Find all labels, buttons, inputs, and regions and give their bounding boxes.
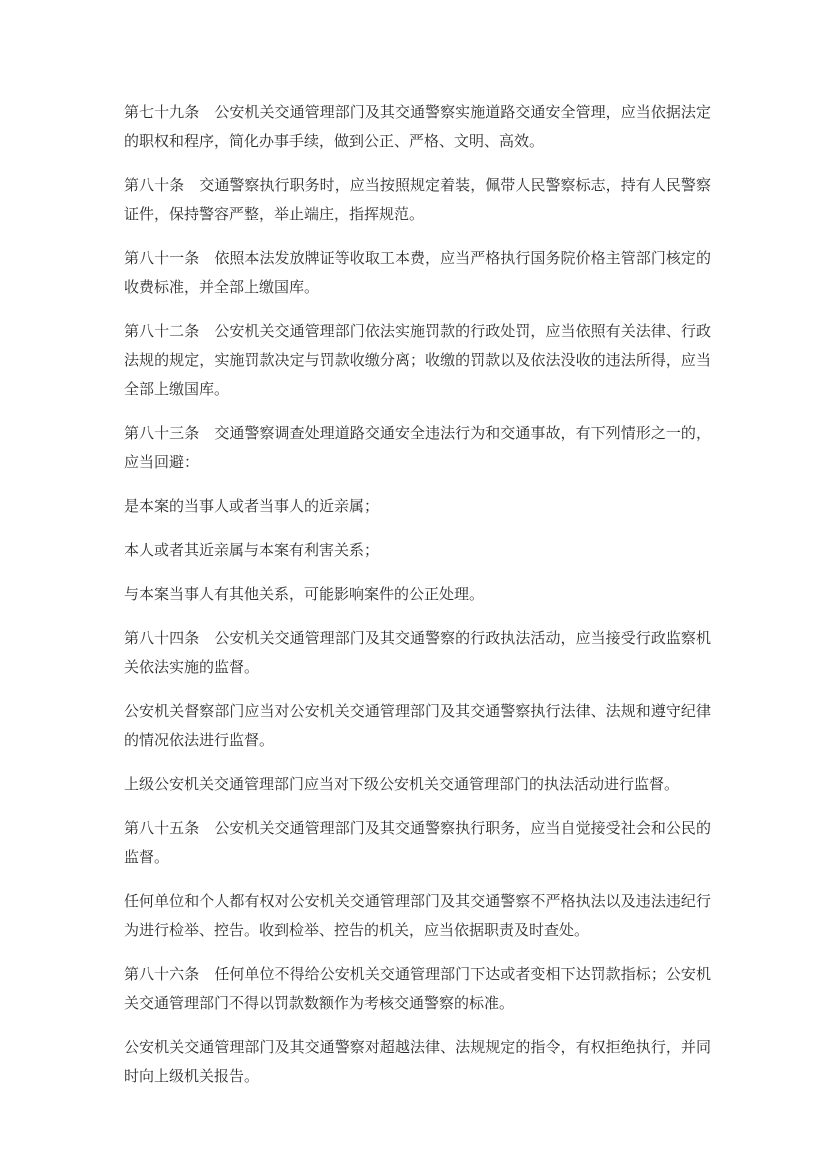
paragraph: 任何单位和个人都有权对公安机关交通管理部门及其交通警察不严格执法以及违法违纪行为进行检举、控告。收到检举、控告的机关，应当依据职责及时查处。	[124, 894, 711, 939]
paragraph: 第七十九条 公安机关交通管理部门及其交通警察实施道路交通安全管理，应当依据法定的职权和程序，简化办事手续，做到公正、严格、文明、高效。	[124, 105, 711, 150]
paragraph: 第八十二条 公安机关交通管理部门依法实施罚款的行政处罚，应当依照有关法律、行政法规的规定，实施罚款决定与罚款收缴分离；收缴的罚款以及依法没收的违法所得，应当全部上缴国库。	[124, 324, 711, 398]
paragraph: 公安机关督察部门应当对公安机关交通管理部门及其交通警察执行法律、法规和遵守纪律的情况依法进行监督。	[124, 704, 711, 749]
paragraph: 第八十六条 任何单位不得给公安机关交通管理部门下达或者变相下达罚款指标；公安机关交通管理部门不得以罚款数额作为考核交通警察的标准。	[124, 967, 711, 1012]
paragraph: 是本案的当事人或者当事人的近亲属；	[124, 499, 380, 515]
paragraph: 第八十一条 依照本法发放牌证等收取工本费，应当严格执行国务院价格主管部门核定的收费标准，并全部上缴国库。	[124, 251, 711, 296]
paragraph: 与本案当事人有其他关系，可能影响案件的公正处理。	[124, 587, 485, 603]
document-content	[124, 99, 711, 1107]
paragraph: 第八十五条 公安机关交通管理部门及其交通警察执行职务，应当自觉接受社会和公民的监督。	[124, 821, 711, 866]
paragraph: 本人或者其近亲属与本案有利害关系；	[124, 543, 380, 559]
paragraph: 公安机关交通管理部门及其交通警察对超越法律、法规规定的指令，有权拒绝执行，并同时向上级机关报告。	[124, 1040, 711, 1085]
paragraph: 第八十条 交通警察执行职务时，应当按照规定着装，佩带人民警察标志，持有人民警察证件，保持警容严整，举止端庄，指挥规范。	[124, 178, 711, 223]
paragraph: 第八十四条 公安机关交通管理部门及其交通警察的行政执法活动，应当接受行政监察机关依法实施的监督。	[124, 631, 711, 676]
paragraph: 第八十三条 交通警察调查处理道路交通安全违法行为和交通事故，有下列情形之一的，应当回避：	[124, 426, 711, 471]
paragraph: 上级公安机关交通管理部门应当对下级公安机关交通管理部门的执法活动进行监督。	[124, 777, 680, 793]
